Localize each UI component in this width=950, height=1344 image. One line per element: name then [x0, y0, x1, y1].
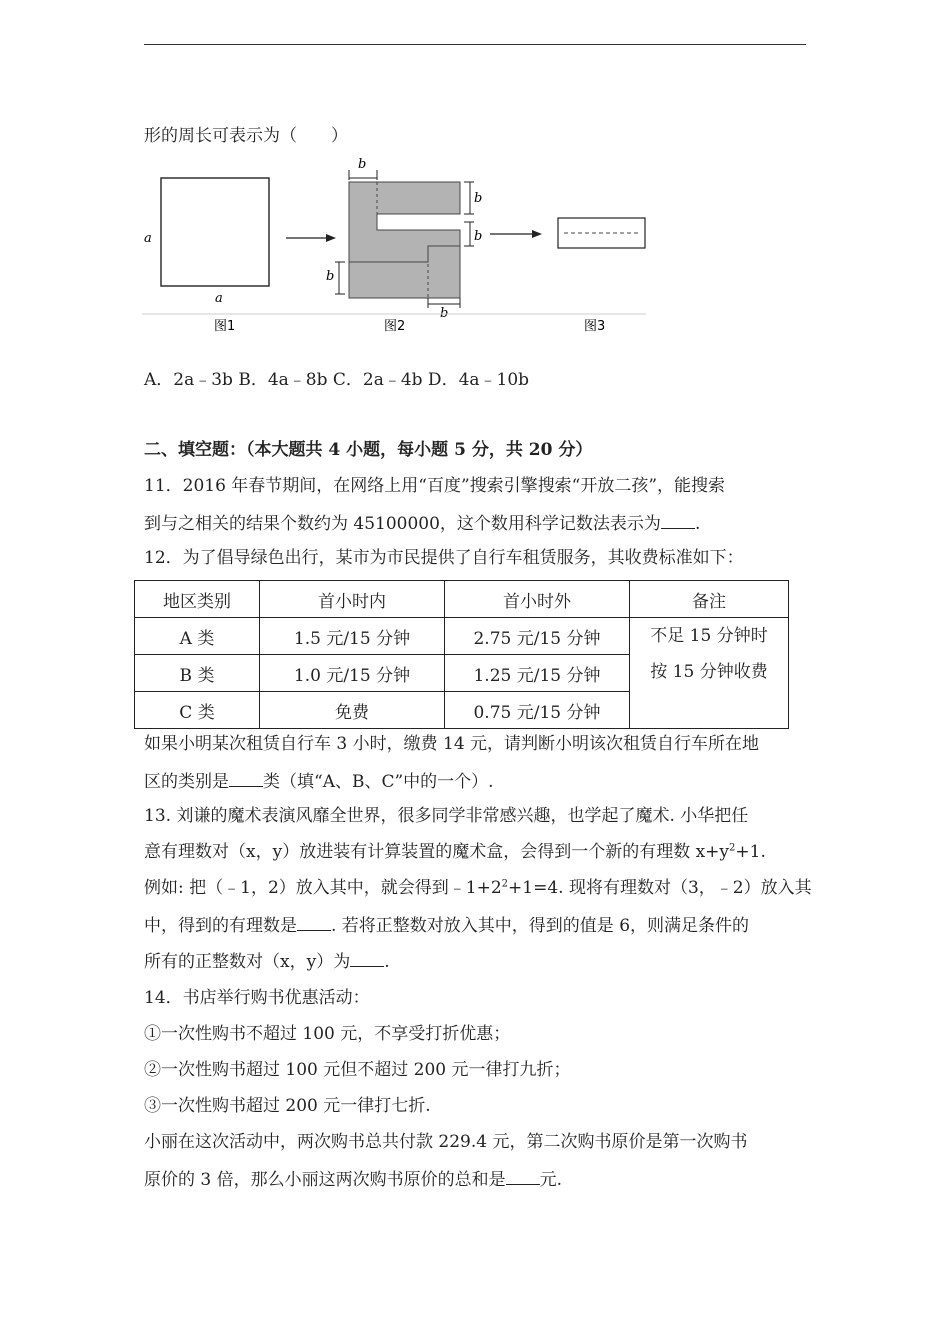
- table-note-cell: [630, 618, 789, 729]
- fig2-b-label-right1: b: [474, 191, 483, 206]
- q12-line1: 如果小明某次租赁自行车 3 小时，缴费 14 元，请判断小明该次租赁自行车所在地: [144, 734, 760, 754]
- note-line: 按 15 分钟收费: [650, 662, 768, 682]
- q14-rule3: ③一次性购书超过 200 元一律打七折.: [144, 1096, 431, 1116]
- q12-intro: 12．为了倡导绿色出行，某市为市民提供了自行车租赁服务，其收费标准如下：: [144, 548, 744, 568]
- q13-line2: 意有理数对（x，y）放进装有计算装置的魔术盒，会得到一个新的有理数 $x+y^2+1$.: [144, 842, 766, 862]
- table-header-cell: 地区类别: [135, 581, 260, 618]
- q14-line1: 14．书店举行购书优惠活动：: [144, 988, 370, 1008]
- q13-line5: 所有的正整数对（x，y）为 .: [144, 948, 390, 974]
- fig2-b-label-top: b: [358, 157, 367, 172]
- q11-line2: 到与之相关的结果个数约为 45100000，这个数用科学记数法表示为 .: [144, 510, 700, 536]
- answer-blank: [297, 912, 331, 931]
- q12-line2: 区的类别是 类（填“A、B、C”中的一个）.: [144, 768, 494, 794]
- section2-heading: 二、填空题：（本大题共 4 小题，每小题 5 分，共 20 分）: [144, 440, 593, 460]
- fig2-b-label-right2: b: [474, 229, 483, 244]
- table-header-row: [135, 581, 789, 618]
- fig3-caption: 图3: [584, 319, 606, 334]
- table-cell: 0.75 元/15 分钟: [445, 692, 630, 729]
- fig1-side-a-label: a: [144, 231, 152, 246]
- fig2-b-label-left: b: [326, 269, 335, 284]
- table-header-cell: 备注: [630, 581, 789, 618]
- answer-blank: [506, 1166, 540, 1185]
- arrow-right-icon: [532, 230, 542, 238]
- table-cell: 2.75 元/15 分钟: [445, 618, 630, 655]
- table-header-cell: 首小时内: [260, 581, 445, 618]
- q10-figure: [140, 156, 650, 338]
- q14-line6: 原价的 3 倍，那么小丽这两次购书原价的总和是 元.: [144, 1166, 562, 1192]
- answer-blank: [229, 768, 263, 787]
- q14-rule2: ②一次性购书超过 100 元但不超过 200 元一律打九折；: [144, 1060, 571, 1080]
- answer-blank: [661, 510, 695, 529]
- table-cell: 1.5 元/15 分钟: [260, 618, 445, 655]
- q14-rule1: ①一次性购书不超过 100 元，不享受打折优惠；: [144, 1024, 511, 1044]
- table-header-cell: 首小时外: [445, 581, 630, 618]
- q11-line1: 11．2016 年春节期间，在网络上用“百度”搜索引擎搜索“开放二孩”，能搜索: [144, 476, 726, 496]
- q13-line4: 中，得到的有理数是 . 若将正整数对放入其中，得到的值是 6，则满足条件的: [144, 912, 749, 938]
- fee-table: [134, 580, 789, 729]
- table-cell: A 类: [135, 618, 260, 655]
- table-cell: 1.25 元/15 分钟: [445, 655, 630, 692]
- fig1-bottom-a-label: a: [215, 291, 223, 306]
- table-cell: 免费: [260, 692, 445, 729]
- table-row: [135, 618, 789, 655]
- fig2-b-label-bottom: b: [440, 306, 449, 321]
- q10-options: A．2a﹣3b B．4a﹣8b C．2a﹣4b D．4a﹣10b: [144, 370, 530, 390]
- q13-line1: 13. 刘谦的魔术表演风靡全世界，很多同学非常感兴趣，也学起了魔术. 小华把任: [144, 806, 749, 826]
- q13-line3: 例如: 把（﹣1，2）放入其中，就会得到$﹣1+2^2+1=4$. 现将有理数对（3，﹣2）放入其: [144, 878, 812, 898]
- table-cell: 1.0 元/15 分钟: [260, 655, 445, 692]
- fig2-caption: 图2: [384, 319, 406, 334]
- arrow-right-icon: [326, 234, 336, 242]
- q10-stem: 形的周长可表示为（ ）: [144, 126, 348, 146]
- answer-blank: [350, 948, 384, 967]
- note-line: 不足 15 分钟时: [650, 626, 768, 646]
- header-rule: [144, 44, 806, 45]
- table-cell: C 类: [135, 692, 260, 729]
- q14-line5: 小丽在这次活动中，两次购书总共付款 229.4 元，第二次购书原价是第一次购书: [144, 1132, 748, 1152]
- fig1-square: [161, 178, 269, 286]
- fig1-caption: 图1: [214, 319, 236, 334]
- table-cell: B 类: [135, 655, 260, 692]
